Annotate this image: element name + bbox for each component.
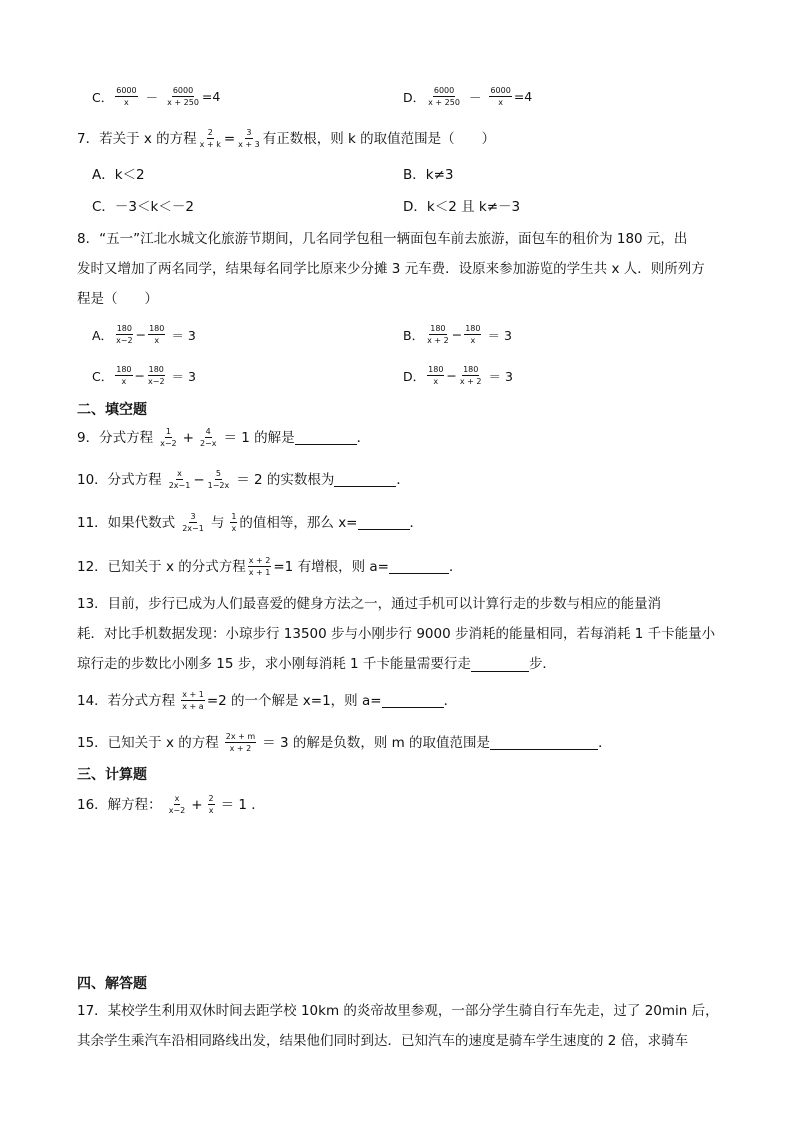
q6-option-d: D． $\frac{6000}{x + 250}$ － $\frac{6000}{x}$ =4: [403, 86, 533, 107]
fraction: $\frac{180}{x}$: [428, 365, 444, 386]
q17-line-2: 其余学生乘汽车沿相同路线出发，结果他们同时到达．已知汽车的速度是骑车学生速度的 2 倍，求骑车: [77, 1033, 689, 1049]
fraction: $\frac{3}{2x-1}$: [182, 512, 204, 533]
answer-blank[interactable]: [295, 430, 357, 445]
answer-blank[interactable]: [490, 735, 598, 750]
q13-line-3: 琼行走的步数比小刚多 15 步，求小刚每消耗 1 千卡能量需要行走 步．: [77, 656, 556, 672]
answer-blank[interactable]: [358, 515, 410, 530]
fraction: $\frac{2}{x + k}$: [199, 128, 221, 149]
fraction: $\frac{180}{x-2}$: [148, 365, 165, 386]
section-heading-fill-in: 二、填空题: [77, 402, 147, 418]
q13-line-1: 13．目前，步行已成为人们最喜爱的健身方法之一，通过手机可以计算行走的步数与相应的能量消: [77, 596, 662, 612]
answer-blank[interactable]: [389, 559, 449, 574]
q11: 11．如果代数式 $\frac{3}{2x-1}$ 与 $\frac{1}{x}$ 的值相等，那么 x= ．: [77, 512, 423, 533]
answer-blank[interactable]: [334, 472, 396, 487]
fraction: $\frac{1}{x}$: [231, 512, 237, 533]
q14: 14．若分式方程 $\frac{x + 1}{x + a}$ =2 的一个解是 x=1，则 a= ．: [77, 690, 458, 711]
q7-option-d: D．k＜2 且 k≠－3: [403, 199, 521, 215]
q6-option-c: C． $\frac{6000}{x}$ － $\frac{6000}{x + 250}$ =4: [92, 86, 221, 107]
q9: 9．分式方程 $\frac{1}{x-2}$ + $\frac{4}{2-x}$ ＝ 1 的解是 ．: [77, 427, 371, 448]
q16: 16．解方程： $\frac{x}{x-2}$ + $\frac{2}{x}$ ＝ 1 ．: [77, 794, 265, 815]
fraction: $\frac{6000}{x}$: [490, 86, 511, 107]
q15: 15．已知关于 x 的方程 $\frac{2x + m}{x + 2}$ ＝ 3 的解是负数，则 m 的取值范围是 ．: [77, 732, 612, 753]
fraction: $\frac{180}{x + 2}$: [459, 365, 482, 386]
fraction: $\frac{6000}{x + 250}$: [428, 86, 460, 107]
fraction: $\frac{180}{x}$: [149, 324, 165, 345]
q8-line-2: 发时又增加了两名同学，结果每名同学比原来少分摊 3 元车费．设原来参加游览的学生共 x 人．则所列方: [77, 261, 705, 277]
section-heading-answer: 四、解答题: [77, 976, 147, 992]
fraction: $\frac{x}{2x-1}$: [168, 469, 191, 490]
fraction: $\frac{2x + m}{x + 2}$: [225, 732, 256, 753]
q7-option-a: A．k＜2: [92, 167, 145, 183]
q8-option-a: A． $\frac{180}{x-2}$ − $\frac{180}{x}$ ＝ 3: [92, 324, 196, 345]
q7-stem: 7．若关于 x 的方程 $\frac{2}{x + k}$ = $\frac{3}{x + 3}$ 有正数根，则 k 的取值范围是（ ）: [77, 128, 496, 149]
answer-blank[interactable]: [382, 693, 444, 708]
q8-line-1: 8．“五一”江北水城文化旅游节期间，几名同学包租一辆面包车前去旅游，面包车的租价为 180 元，出: [77, 231, 688, 247]
section-heading-calculation: 三、计算题: [77, 767, 147, 783]
fraction: $\frac{180}{x}$: [116, 365, 132, 386]
q7-option-b: B．k≠3: [403, 167, 454, 183]
q8-option-b: B． $\frac{180}{x + 2}$ − $\frac{180}{x}$ ＝ 3: [403, 324, 512, 345]
fraction: $\frac{6000}{x}$: [116, 86, 137, 107]
fraction: $\frac{180}{x-2}$: [116, 324, 133, 345]
fraction: $\frac{4}{2-x}$: [199, 427, 217, 448]
fraction: $\frac{x + 1}{x + a}$: [182, 690, 204, 711]
q8-line-3: 程是（ ）: [77, 291, 158, 307]
fraction: $\frac{x + 2}{x + 1}$: [248, 556, 271, 577]
q12: 12．已知关于 x 的分式方程 $\frac{x + 2}{x + 1}$ =1 有增根，则 a= ．: [77, 556, 463, 577]
fraction: $\frac{1}{x-2}$: [160, 427, 177, 448]
fraction: $\frac{6000}{x + 250}$: [167, 86, 199, 107]
fraction: $\frac{2}{x}$: [208, 794, 214, 815]
q8-option-c: C． $\frac{180}{x}$ − $\frac{180}{x-2}$ ＝ 3: [92, 365, 196, 386]
fraction: $\frac{3}{x + 3}$: [238, 128, 260, 149]
fraction: $\frac{180}{x}$: [465, 324, 481, 345]
q17-line-1: 17．某校学生利用双休时间去距学校 10km 的炎帝故里参观，一部分学生骑自行车先走，过了 20min 后，: [77, 1003, 719, 1019]
q8-option-d: D． $\frac{180}{x}$ − $\frac{180}{x + 2}$ ＝ 3: [403, 365, 513, 386]
fraction: $\frac{180}{x + 2}$: [427, 324, 449, 345]
q10: 10．分式方程 $\frac{x}{2x-1}$ − $\frac{5}{1-2x}$ ＝ 2 的实数根为 ．: [77, 469, 410, 490]
answer-blank[interactable]: [471, 657, 529, 672]
q13-line-2: 耗．对比手机数据发现：小琼步行 13500 步与小刚步行 9000 步消耗的能量相同，若每消耗 1 千卡能量小: [77, 626, 716, 642]
q7-option-c: C．－3＜k＜－2: [92, 199, 194, 215]
fraction: $\frac{5}{1-2x}$: [207, 469, 230, 490]
fraction: $\frac{x}{x-2}$: [168, 794, 186, 815]
